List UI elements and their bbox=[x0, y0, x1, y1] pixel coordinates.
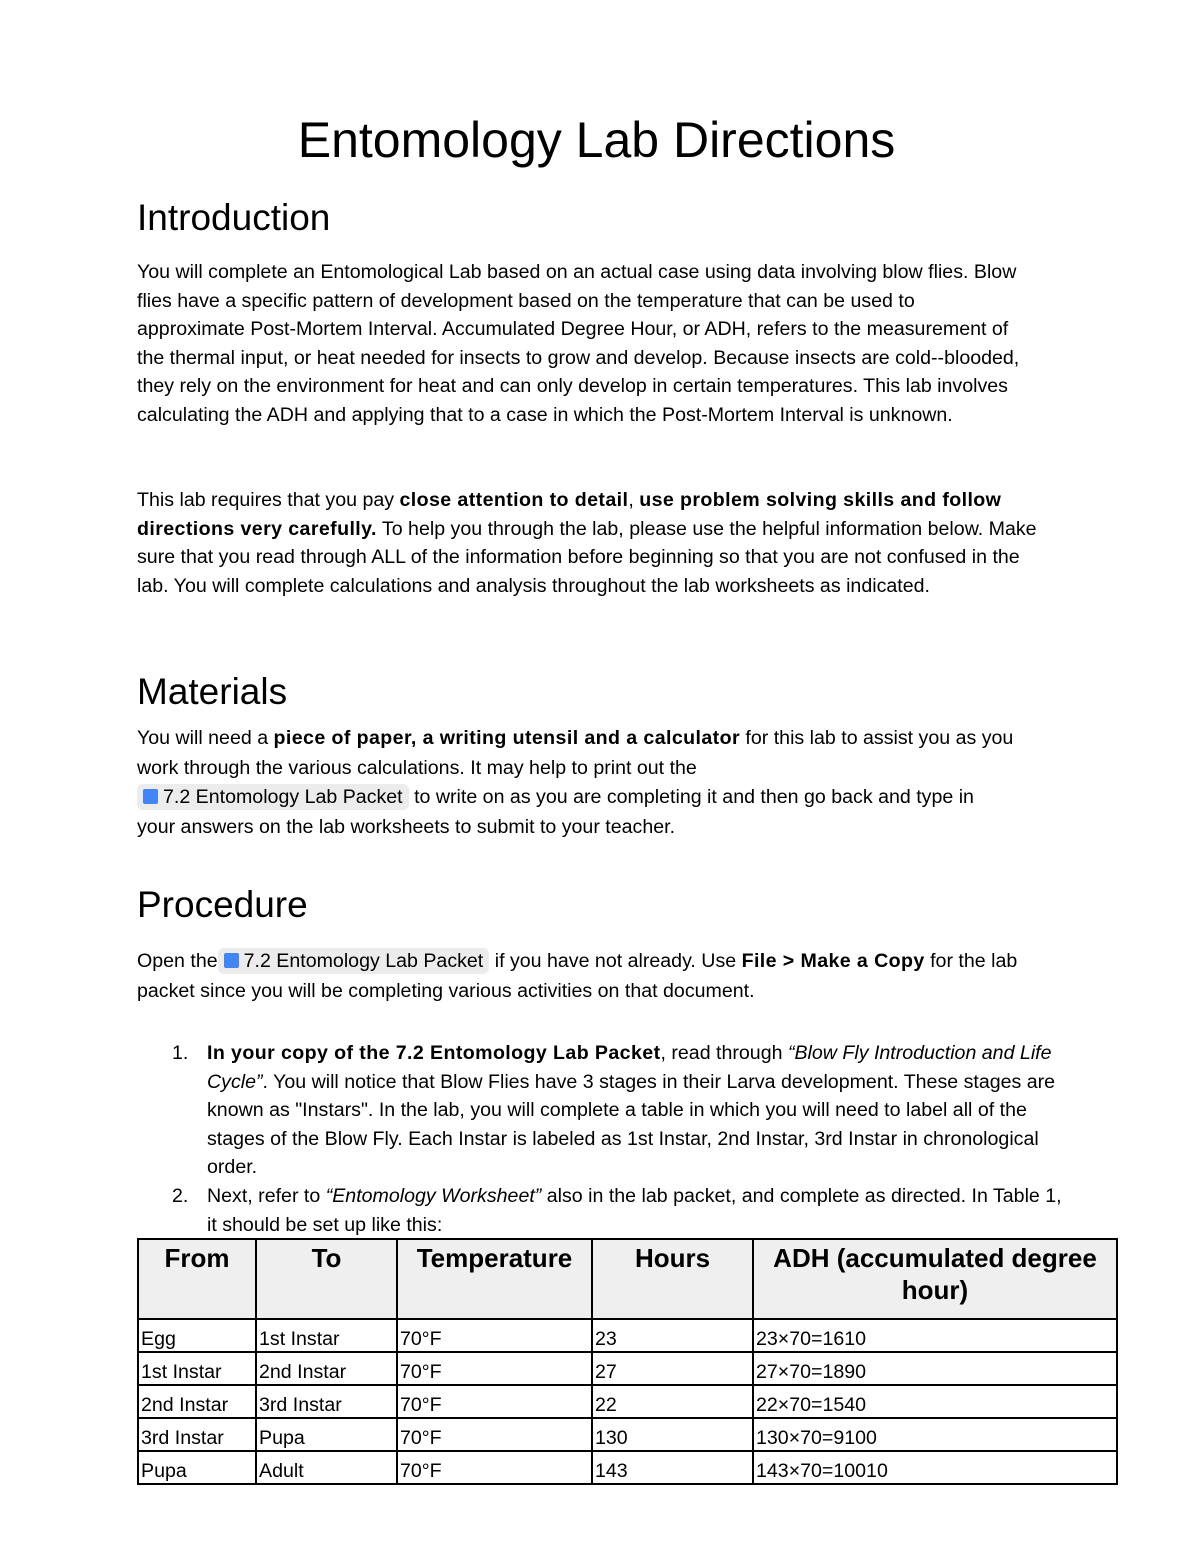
procedure-step: 1. In your copy of the 7.2 Entomology Lab Packet, read through “Blow Fly Introduction and Life Cycle”. You will notice that Blow Flies have 3 stages in their Larva development. These stages are known as "Instars". In the lab, you will complete a table in which you will need to label all of the stages of the Blow Fly. Each Instar is labeled as 1st Instar, 2nd Instar, 3rd Instar in chronological order. bbox=[172, 1042, 1056, 1179]
table-cell: 27×70=1890 bbox=[753, 1352, 1117, 1385]
introduction-heading: Introduction bbox=[137, 197, 331, 238]
header-hours: Hours bbox=[592, 1239, 753, 1319]
table-cell: 1st Instar bbox=[138, 1352, 256, 1385]
lab-packet-link-2[interactable]: 7.2 Entomology Lab Packet bbox=[243, 950, 484, 972]
table-cell: 70°F bbox=[397, 1385, 592, 1418]
table-cell: 22×70=1540 bbox=[753, 1385, 1117, 1418]
table-cell: 3rd Instar bbox=[138, 1418, 256, 1451]
table-cell: 143 bbox=[592, 1451, 753, 1484]
table-cell: 2nd Instar bbox=[138, 1385, 256, 1418]
header-adh: ADH (accumulated degree hour) bbox=[753, 1239, 1117, 1319]
close-attention-bold: close attention to detail bbox=[399, 489, 629, 511]
table-header-row bbox=[138, 1239, 1117, 1319]
procedure-paragraph: Open the 7.2 Entomology Lab Packet if you have not already. Use File > Make a Copy for the lab packet since you will be completing various activities on that document. bbox=[137, 950, 1018, 1002]
introduction-paragraph-1: You will complete an Entomological Lab based on an actual case using data involving blow flies. Blow flies have a specific pattern of development based on the temperature that can be used to approximate Post-Mortem Interval. Accumulated Degree Hour, or ADH, refers to the measurement of the thermal input, or heat needed for insects to grow and develop. Because insects are cold--blooded, they rely on the environment for heat and can only develop in certain temperatures. This lab involves calculating the ADH and applying that to a case in which the Post-Mortem Interval is unknown. bbox=[137, 261, 1020, 426]
table-cell: 3rd Instar bbox=[256, 1385, 397, 1418]
procedure-step: 2. Next, refer to “Entomology Worksheet” also in the lab packet, and complete as directed. In Table 1, it should be set up like this: bbox=[172, 1184, 1062, 1236]
google-doc-icon bbox=[224, 953, 239, 968]
introduction-paragraph-2: This lab requires that you pay close attention to detail, use problem solving skills and follow directions very carefully. To help you through the lab, please use the helpful information below. Make sure that you read through ALL of the information before beginning so that you are not confused in the lab. You will complete calculations and analysis throughout the lab worksheets as indicated. bbox=[137, 489, 1037, 597]
table-cell: 70°F bbox=[397, 1451, 592, 1484]
table-row bbox=[138, 1451, 1117, 1484]
step-1-bold: In your copy of the 7.2 Entomology Lab Packet bbox=[207, 1042, 661, 1064]
step-2-italic: “Entomology Worksheet” bbox=[325, 1184, 542, 1207]
google-doc-icon bbox=[143, 789, 158, 804]
header-to: To bbox=[256, 1239, 397, 1319]
table-cell: 143×70=10010 bbox=[753, 1451, 1117, 1484]
header-from: From bbox=[138, 1239, 256, 1319]
materials-paragraph: You will need a piece of paper, a writing utensil and a calculator for this lab to assist you as you work through the various calculations. It may help to print out the 7.2 Entomology Lab Packet to write on as you are completing it and then go back and type in your answers on the lab worksheets to submit to your teacher. bbox=[137, 727, 1014, 838]
problem-solving-bold: use problem solving skills and follow directions very carefully. bbox=[137, 489, 1002, 540]
table-cell: 2nd Instar bbox=[256, 1352, 397, 1385]
table-row bbox=[138, 1352, 1117, 1385]
table-cell: Pupa bbox=[138, 1451, 256, 1484]
make-copy-bold: File > Make a Copy bbox=[741, 950, 925, 972]
table-cell: 23 bbox=[592, 1319, 753, 1352]
table-cell: 130×70=9100 bbox=[753, 1418, 1117, 1451]
materials-bold: piece of paper, a writing utensil and a calculator bbox=[273, 727, 740, 749]
procedure-steps bbox=[137, 1039, 1067, 1239]
header-temperature: Temperature bbox=[397, 1239, 592, 1319]
page-title: Entomology Lab Directions bbox=[297, 112, 896, 168]
lab-packet-link-chip-2[interactable] bbox=[218, 948, 490, 974]
lab-packet-link[interactable]: 7.2 Entomology Lab Packet bbox=[163, 786, 403, 809]
table-cell: 22 bbox=[592, 1385, 753, 1418]
lab-packet-link-chip[interactable] bbox=[137, 784, 409, 810]
materials-heading: Materials bbox=[137, 671, 288, 712]
table-cell: Adult bbox=[256, 1451, 397, 1484]
table-row bbox=[138, 1418, 1117, 1451]
table-cell: Pupa bbox=[256, 1418, 397, 1451]
table-row bbox=[138, 1385, 1117, 1418]
table-cell: 23×70=1610 bbox=[753, 1319, 1117, 1352]
table-cell: Egg bbox=[138, 1319, 256, 1352]
table-cell: 27 bbox=[592, 1352, 753, 1385]
step-1-italic: “Blow Fly Introduction and Life Cycle” bbox=[207, 1042, 1052, 1093]
table-cell: 70°F bbox=[397, 1418, 592, 1451]
adh-table bbox=[137, 1238, 1118, 1485]
table-cell: 70°F bbox=[397, 1352, 592, 1385]
table-cell: 70°F bbox=[397, 1319, 592, 1352]
table-cell: 130 bbox=[592, 1418, 753, 1451]
table-row bbox=[138, 1319, 1117, 1352]
table-cell: 1st Instar bbox=[256, 1319, 397, 1352]
procedure-heading: Procedure bbox=[137, 884, 308, 925]
